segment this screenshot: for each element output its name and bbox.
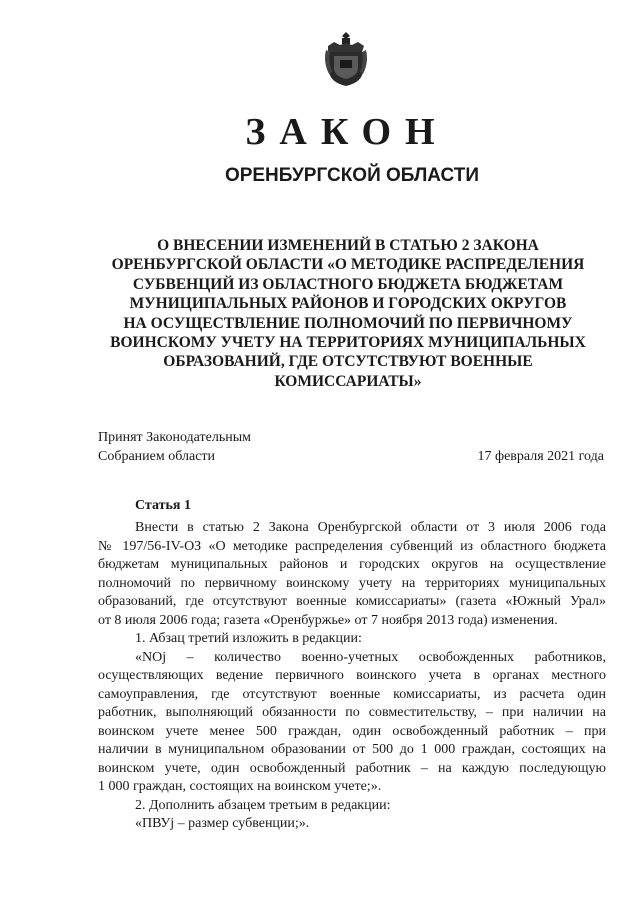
body-line: 1. Абзац третий изложить в редакции:: [135, 631, 362, 646]
coat-of-arms-emblem-icon: [322, 30, 370, 88]
law-heading: [96, 236, 600, 391]
heading-line: КОМИССАРИАТЫ»: [274, 372, 422, 390]
heading-line: ОРЕНБУРГСКОЙ ОБЛАСТИ «О МЕТОДИКЕ РАСПРЕДЕЛЕНИЯ: [111, 256, 585, 274]
heading-line: НА ОСУЩЕСТВЛЕНИЕ ПОЛНОМОЧИЙ ПО ПЕРВИЧНОМУ: [123, 314, 573, 332]
adoption-info: [98, 428, 251, 466]
body-line: наличии в муниципальном образовании от 500 до 1 000 граждан, состоящих на: [98, 742, 606, 757]
heading-line: ОБРАЗОВАНИЙ, ГДЕ ОТСУТСТВУЮТ ВОЕННЫЕ: [163, 353, 533, 371]
body-line: Внести в статью 2 Закона Оренбургской области от 3 июля 2006 года: [135, 520, 606, 535]
body-line: 1 000 граждан, состоящих на воинском учете;».: [98, 779, 382, 794]
body-line: «ПВУj – размер субвенции;».: [135, 816, 310, 831]
body-line: воинском учете менее 500 граждан, один освобожденный работник – при: [98, 723, 606, 739]
body-line: самоуправления, где отсутствуют военные комиссариаты, из расчета один: [98, 686, 606, 702]
article-body: [98, 497, 606, 834]
body-line: бюджетам муниципальных районов и городских округов на осуществление: [98, 557, 606, 572]
body-line: «NOj – количество военно-учетных освобожденных работников,: [135, 649, 606, 665]
body-line: № 197/56-IV-ОЗ «О методике распределения субвенций из областного бюджета: [98, 538, 606, 554]
body-line: полномочий по первичному воинскому учету на территориях муниципальных: [98, 575, 606, 591]
heading-line: О ВНЕСЕНИИ ИЗМЕНЕНИЙ В СТАТЬЮ 2 ЗАКОНА: [157, 237, 539, 254]
body-line: воинском учете, один освобожденный работник – на каждую последующую: [98, 760, 606, 776]
document-subtitle: ОРЕНБУРГСКОЙ ОБЛАСТИ: [224, 165, 480, 186]
heading-line: МУНИЦИПАЛЬНЫХ РАЙОНОВ И ГОРОДСКИХ ОКРУГОВ: [129, 295, 567, 313]
document-title: ЗАКОН: [245, 111, 449, 153]
body-line: 2. Дополнить абзацем третьим в редакции:: [135, 797, 391, 813]
body-line: работник, выполняющий обязанности по совместительству, – при наличии на: [98, 705, 606, 720]
body-line: осуществляющих ведение первичного воинского учета в органах местного: [98, 668, 606, 683]
adoption-line: Принят Законодательным: [98, 430, 251, 445]
heading-line: ВОИНСКОМУ УЧЕТУ НА ТЕРРИТОРИЯХ МУНИЦИПАЛЬНЫХ: [110, 334, 586, 352]
adoption-date: 17 февраля 2021 года: [477, 449, 604, 464]
body-line: от 8 июля 2006 года; газета «Оренбуржье» от 7 ноября 2013 года) изменения.: [98, 612, 558, 628]
adoption-line: Собранием области: [98, 449, 216, 464]
heading-line: СУБВЕНЦИЙ ИЗ ОБЛАСТНОГО БЮДЖЕТА БЮДЖЕТАМ: [132, 275, 564, 293]
article-title: Статья 1: [135, 498, 191, 513]
body-line: образований, где отсутствуют военные комиссариаты» (газета «Южный Урал»: [98, 594, 606, 609]
